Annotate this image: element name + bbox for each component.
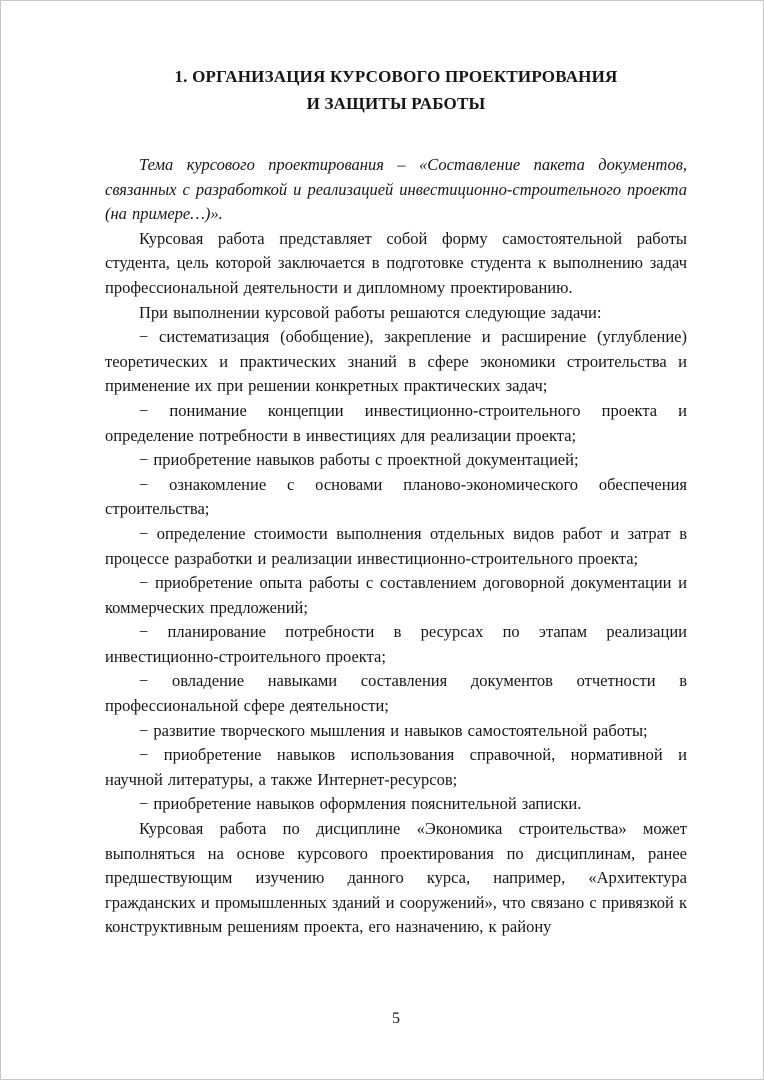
paragraph: Курсовая работа по дисциплине «Экономика строительства» может выполняться на основе курсового проектирования по дисциплинам, ранее предшествующим изучению данного курса, например, «Архитектура гражданских и промышленных зданий и сооружений», что связано с привязкой к конструктивным решениям проекта, его назначению, к району	[105, 819, 687, 937]
paragraph: − приобретение навыков работы с проектной документацией;	[139, 450, 579, 470]
paragraph: − приобретение навыков оформления пояснительной записки.	[139, 794, 582, 814]
paragraph: − приобретение навыков использования справочной, нормативной и научной литературы, а также Интернет-ресурсов;	[105, 745, 687, 789]
paragraph: − приобретение опыта работы с составлением договорной документации и коммерческих предложений;	[105, 573, 687, 617]
paragraph: Курсовая работа представляет собой форму самостоятельной работы студента, цель которой заключается в подготовке студента к выполнению задач профессиональной деятельности и дипломному проектированию.	[105, 228, 687, 297]
paragraph: − планирование потребности в ресурсах по этапам реализации инвестиционно-строительного проекта;	[105, 622, 687, 666]
paragraph: − понимание концепции инвестиционно-строительного проекта и определение потребности в инвестициях для реализации проекта;	[105, 400, 687, 445]
title-line-1: 1. ОРГАНИЗАЦИЯ КУРСОВОГО ПРОЕКТИРОВАНИЯ	[174, 67, 618, 86]
document-content	[105, 63, 687, 940]
paragraph: − развитие творческого мышления и навыков самостоятельной работы;	[139, 720, 648, 740]
paragraph: − овладение навыками составления документов отчетности в профессиональной сфере деятельности;	[105, 671, 687, 716]
title-line-2: И ЗАЩИТЫ РАБОТЫ	[306, 94, 486, 113]
page-number: 5	[392, 1010, 400, 1027]
paragraph: Тема курсового проектирования – «Составление пакета документов, связанных с разработкой и реализацией инвестиционно-строительного проекта (на примере…)».	[105, 155, 687, 224]
document-body	[105, 153, 687, 940]
paragraph: − систематизация (обобщение), закрепление и расширение (углубление) теоретических и практических знаний в сфере экономики строительства и применение их при решении конкретных практических задач;	[105, 327, 687, 396]
page-title	[105, 63, 687, 117]
paragraph: − ознакомление с основами планово-экономического обеспечения строительства;	[105, 474, 687, 519]
paragraph: − определение стоимости выполнения отдельных видов работ и затрат в процессе разработки и реализации инвестиционно-строительного проекта;	[105, 523, 687, 568]
paragraph: При выполнении курсовой работы решаются следующие задачи:	[139, 302, 602, 322]
